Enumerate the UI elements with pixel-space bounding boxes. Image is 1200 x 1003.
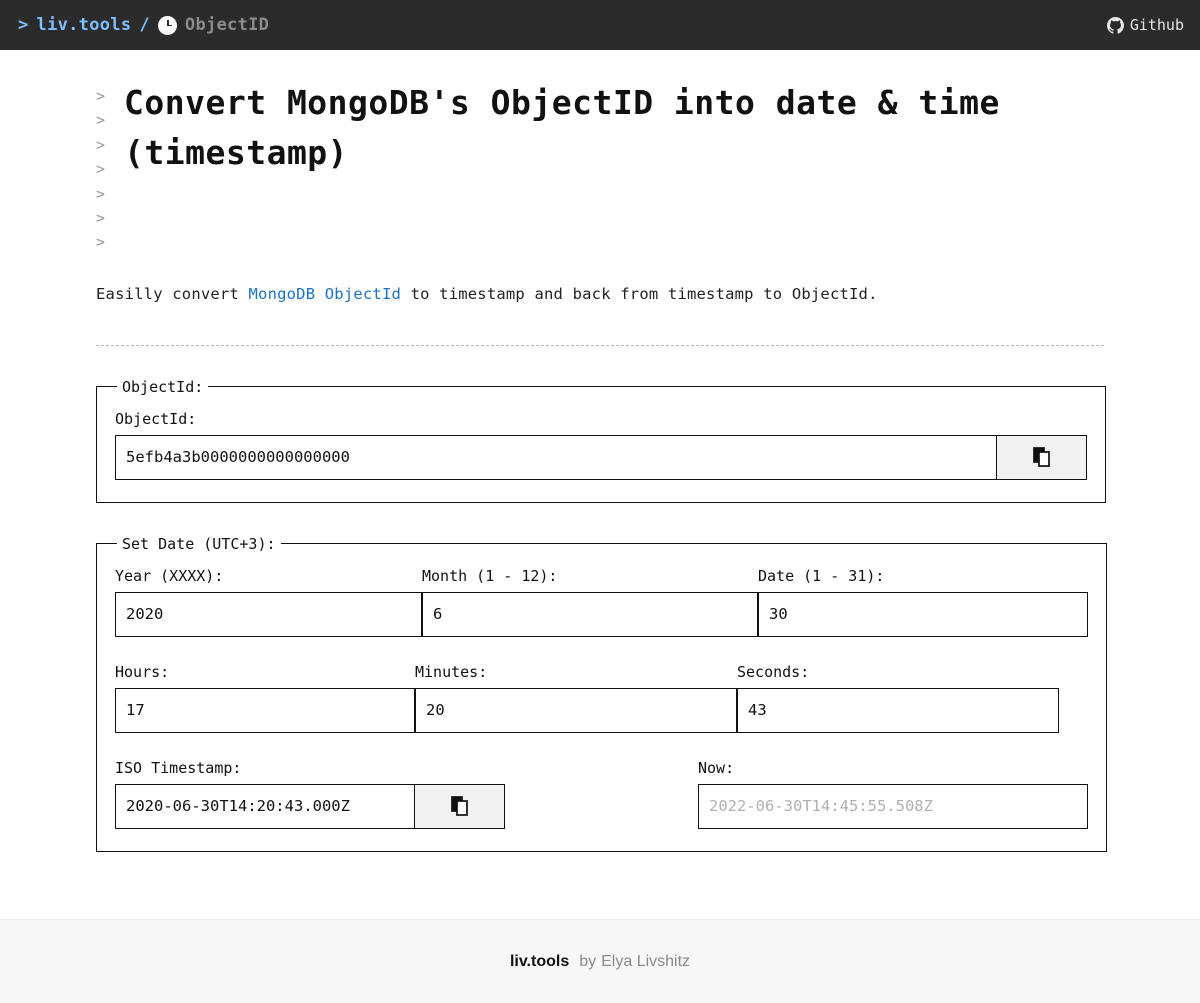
subtitle-text-after: to timestamp and back from timestamp to ObjectId. — [401, 284, 878, 303]
now-input[interactable]: 2022-06-30T14:45:55.508Z — [698, 784, 1088, 829]
hero-section — [96, 50, 1104, 255]
set-date-fieldset — [96, 535, 1107, 852]
chevron-line: > — [96, 209, 106, 228]
footer — [0, 919, 1200, 1003]
chevron-line: > — [96, 87, 106, 105]
copy-iso-button[interactable] — [415, 784, 505, 829]
subtitle-text-before: Easilly convert — [96, 284, 249, 303]
footer-author: Elya Livshitz — [601, 952, 691, 970]
seconds-input[interactable]: 43 — [737, 688, 1059, 733]
objectid-legend: ObjectId: — [122, 377, 204, 396]
chevron-line: > — [96, 233, 106, 252]
date-label: Date (1 - 31): — [758, 566, 885, 585]
iso-input-row — [115, 784, 505, 829]
github-icon — [1107, 17, 1124, 34]
footer-brand: liv.tools — [509, 952, 570, 970]
page-subtitle — [96, 285, 1104, 303]
objectid-row — [115, 435, 1087, 480]
brand-slash: / — [139, 15, 150, 35]
chevron-line: > — [96, 111, 106, 130]
hours-label: Hours: — [115, 662, 170, 681]
copy-objectid-button[interactable] — [997, 435, 1087, 480]
month-field-group — [422, 567, 758, 637]
chevron-line: > — [96, 184, 106, 203]
site-name[interactable]: liv.tools — [36, 15, 132, 35]
minutes-field-group — [415, 663, 737, 733]
seconds-field-group — [737, 663, 1059, 733]
month-input[interactable]: 6 — [422, 592, 758, 637]
chevron-column — [96, 78, 124, 255]
github-label: Github — [1129, 16, 1184, 34]
iso-field-group — [115, 759, 505, 829]
date-input[interactable]: 30 — [758, 592, 1088, 637]
chevron-line: > — [96, 160, 106, 179]
clock-icon — [158, 16, 177, 35]
objectid-input[interactable]: 5efb4a3b0000000000000000 — [115, 435, 997, 480]
minutes-input[interactable]: 20 — [415, 688, 737, 733]
chevron-line: > — [96, 135, 106, 154]
year-field-group — [115, 567, 422, 637]
mongodb-objectid-link[interactable]: MongoDB ObjectId — [248, 284, 402, 303]
year-input[interactable]: 2020 — [115, 592, 422, 637]
date-row-2 — [115, 663, 1088, 733]
month-label: Month (1 - 12): — [422, 566, 558, 585]
now-field-group — [698, 759, 1088, 829]
page-content — [0, 50, 1200, 852]
github-link[interactable] — [1107, 16, 1184, 34]
now-label: Now: — [698, 758, 735, 777]
minutes-label: Minutes: — [415, 662, 488, 681]
divider — [96, 345, 1104, 346]
set-date-legend: Set Date (UTC+3): — [122, 534, 276, 553]
page-title: Convert MongoDB's ObjectID into date & time (timestamp) — [124, 83, 1000, 172]
hours-input[interactable]: 17 — [115, 688, 415, 733]
objectid-label: ObjectId: — [115, 409, 197, 428]
objectid-fieldset — [96, 378, 1106, 503]
year-label: Year (XXXX): — [115, 566, 224, 585]
prompt-symbol: > — [18, 15, 29, 35]
date-field-group — [758, 567, 1088, 637]
brand[interactable] — [18, 15, 269, 35]
footer-by: by — [579, 952, 597, 970]
page-title-topbar: ObjectID — [184, 15, 270, 35]
iso-timestamp-input[interactable]: 2020-06-30T14:20:43.000Z — [115, 784, 415, 829]
timestamp-row — [115, 759, 1088, 829]
copy-icon — [1033, 447, 1051, 467]
seconds-label: Seconds: — [737, 662, 810, 681]
top-bar — [0, 0, 1200, 50]
date-row-1 — [115, 567, 1088, 637]
copy-icon — [451, 796, 469, 816]
iso-timestamp-label: ISO Timestamp: — [115, 758, 242, 777]
hours-field-group — [115, 663, 415, 733]
